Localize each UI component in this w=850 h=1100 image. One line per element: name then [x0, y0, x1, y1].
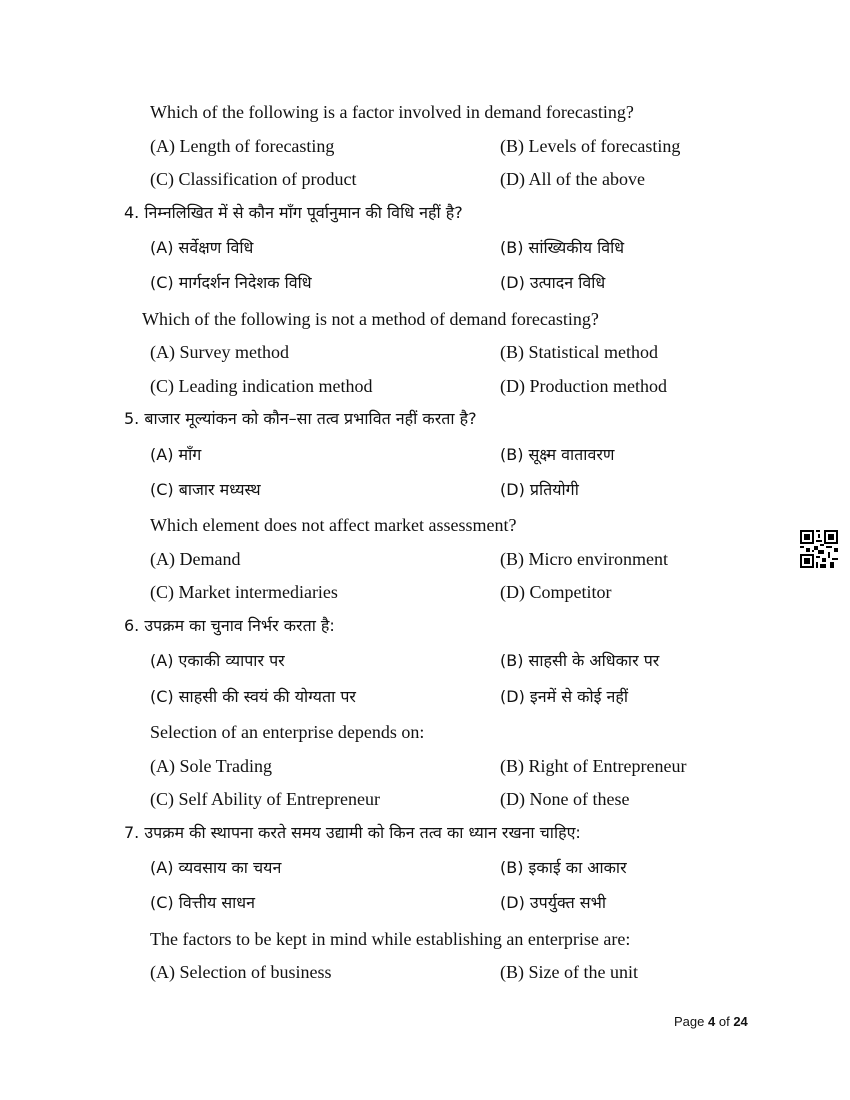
q5-option-b-hi: (B) सूक्ष्म वातावरण	[500, 445, 615, 464]
q4-option-d-hi: (D) उत्पादन विधि	[500, 273, 606, 292]
q5-option-c-hi: (C) बाजार मध्यस्थ	[150, 480, 261, 499]
q4-option-a-hi: (A) सर्वेक्षण विधि	[150, 238, 254, 257]
page-number	[674, 1014, 748, 1029]
q5-option-a: (A) Demand	[150, 549, 241, 569]
q4-option-c-hi: (C) मार्गदर्शन निदेशक विधि	[150, 273, 312, 292]
q6-option-b: (B) Right of Entrepreneur	[500, 756, 687, 776]
q5-option-d-hi: (D) प्रतियोगी	[500, 480, 579, 499]
q7-option-c-hi: (C) वित्तीय साधन	[150, 893, 256, 912]
page-label: Page	[674, 1014, 705, 1029]
q7-option-b: (B) Size of the unit	[500, 962, 638, 982]
q6-option-a: (A) Sole Trading	[150, 756, 273, 776]
q5-option-a-hi: (A) माँग	[150, 445, 202, 464]
q7-question-hi: 7. उपक्रम की स्थापना करते समय उद्यामी को किन तत्व का ध्यान रखना चाहिए:	[124, 823, 581, 842]
q4-option-b: (B) Statistical method	[500, 342, 658, 362]
q4-option-a: (A) Survey method	[150, 342, 289, 362]
q6-option-c-hi: (C) साहसी की स्वयं की योग्यता पर	[150, 687, 356, 706]
q7-option-a-hi: (A) व्यवसाय का चयन	[150, 858, 282, 877]
q6-option-a-hi: (A) एकाकी व्यापार पर	[150, 651, 285, 670]
q3-option-a: (A) Length of forecasting	[150, 136, 335, 156]
q4-option-b-hi: (B) सांख्यिकीय विधि	[500, 238, 625, 257]
of-label: of	[718, 1014, 730, 1029]
q4-question-en: Which of the following is not a method of demand forecasting?	[142, 309, 599, 329]
q5-option-c: (C) Market intermediaries	[150, 582, 338, 602]
q7-option-a: (A) Selection of business	[150, 962, 332, 982]
q3-option-c: (C) Classification of product	[150, 169, 357, 189]
q4-option-c: (C) Leading indication method	[150, 376, 373, 396]
q7-question-en: The factors to be kept in mind while establishing an enterprise are:	[150, 929, 631, 949]
q3-option-b: (B) Levels of forecasting	[500, 136, 681, 156]
q6-question-hi: 6. उपक्रम का चुनाव निर्भर करता है:	[124, 616, 335, 635]
q5-question-en: Which element does not affect market assessment?	[150, 515, 517, 535]
q4-option-d: (D) Production method	[500, 376, 667, 396]
q6-option-c: (C) Self Ability of Entrepreneur	[150, 789, 380, 809]
q5-option-b: (B) Micro environment	[500, 549, 668, 569]
q3-option-d: (D) All of the above	[500, 169, 645, 189]
q6-option-d-hi: (D) इनमें से कोई नहीं	[500, 687, 629, 706]
q6-option-d: (D) None of these	[500, 789, 630, 809]
q5-question-hi: 5. बाजार मूल्यांकन को कौन–सा तत्व प्रभावित नहीं करता है?	[124, 409, 477, 428]
q7-option-d-hi: (D) उपर्युक्त सभी	[500, 893, 607, 912]
q5-option-d: (D) Competitor	[500, 582, 612, 602]
q6-option-b-hi: (B) साहसी के अधिकार पर	[500, 651, 660, 670]
q7-option-b-hi: (B) इकाई का आकार	[500, 858, 627, 877]
current-page: 4	[708, 1014, 716, 1029]
q4-question-hi: 4. निम्नलिखित में से कौन माँग पूर्वानुमान की विधि नहीं है?	[124, 203, 463, 222]
qr-code-icon	[800, 530, 838, 568]
total-pages: 24	[733, 1014, 748, 1029]
q6-question-en: Selection of an enterprise depends on:	[150, 722, 425, 742]
q3-question-en: Which of the following is a factor involved in demand forecasting?	[150, 102, 634, 122]
